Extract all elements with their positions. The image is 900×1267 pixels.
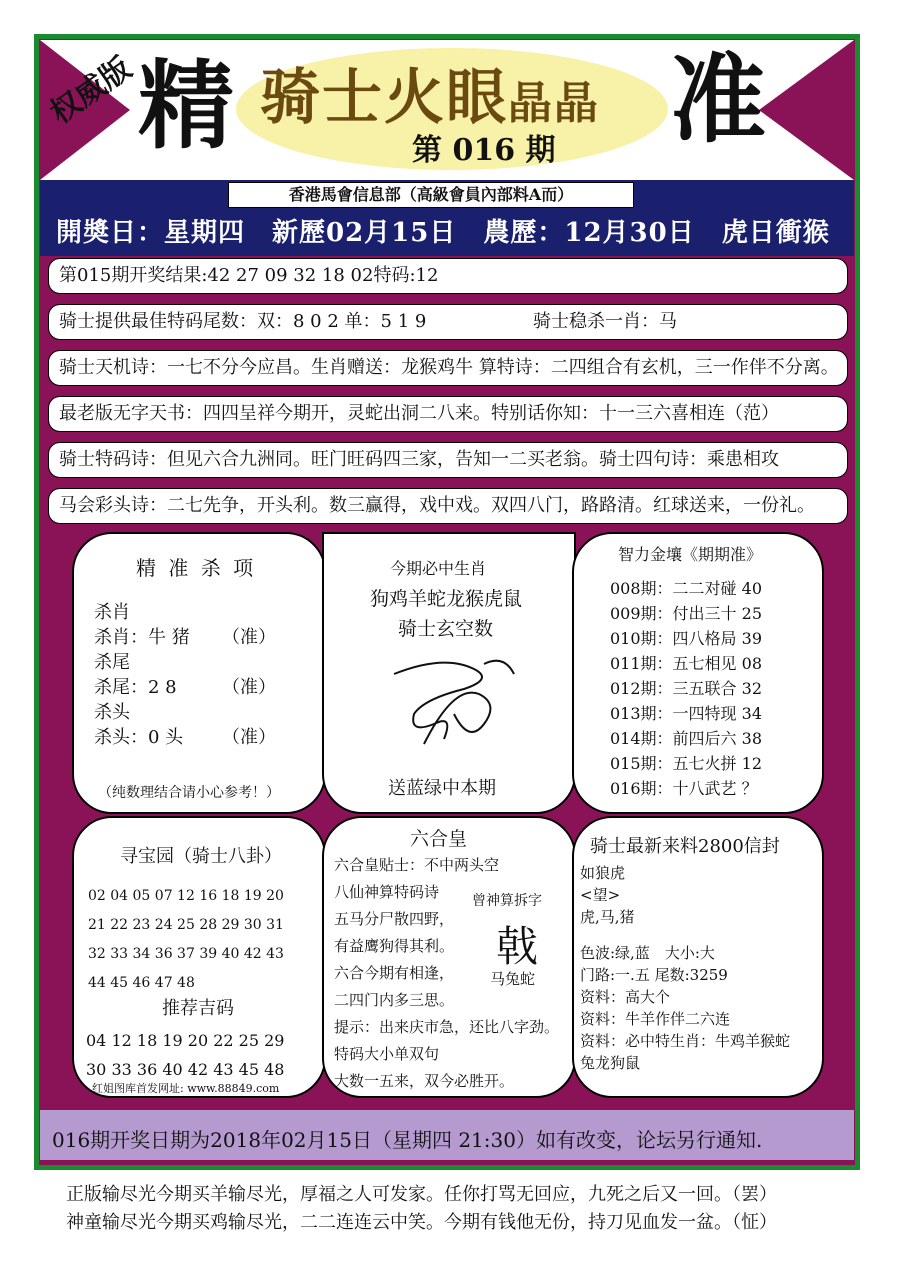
- info-row-tianshu: [48, 396, 848, 432]
- recommend-numbers: [86, 1026, 284, 1084]
- row-right-text: 骑士稳杀一肖：马: [533, 311, 677, 332]
- kill-box: [72, 532, 326, 814]
- kill-box-title: 精 准 杀 项: [136, 556, 257, 580]
- kill-label: 杀肖: [94, 602, 130, 623]
- title-right-char: 准: [670, 43, 766, 156]
- gold-text: 十八武艺 ？: [672, 779, 758, 798]
- lhh-line: 六合今期有相逢，: [334, 964, 455, 982]
- gold-text: 三五联合 32: [672, 679, 762, 698]
- latest-box: [572, 816, 824, 1098]
- gold-box: [572, 532, 824, 814]
- rec-row: 04 12 18 19 20 22 25 29: [86, 1031, 285, 1050]
- gold-issue: 009期：: [610, 604, 673, 623]
- number-row: 21 22 23 24 25 28 29 30 31: [88, 917, 284, 933]
- right-triangle-decor: [759, 40, 854, 180]
- notice-text: 016期开奖日期为2018年02月15日（星期四 21:30）如有改变，论坛另行通知.: [52, 1128, 763, 1152]
- lhh-box: [322, 816, 576, 1098]
- gold-issue: 015期：: [610, 754, 673, 773]
- gold-item: [610, 626, 762, 651]
- number-row: 02 04 05 07 12 16 18 19 20: [88, 888, 284, 904]
- draw-date-line: 開奬日：星期四 新歷02月15日 農歷：12月30日 虎日衝猴: [56, 218, 830, 248]
- latest-line: 色波:绿,蓝 大小:大: [580, 944, 715, 962]
- kill-line: [94, 700, 276, 725]
- lhh-line: 大数一五来，双今必胜开。: [334, 1072, 515, 1090]
- gold-item: [610, 776, 762, 801]
- zodiac-animals: 狗鸡羊蛇龙猴虎鼠: [370, 588, 523, 610]
- gold-item: [610, 576, 762, 601]
- gold-text: 五七相见 08: [672, 654, 762, 673]
- treasure-numbers: [88, 882, 284, 998]
- row-text: 最老版无字天书：四四呈祥今期开，灵蛇出洞二八来。特别话你知：十一三六喜相连（范）: [59, 403, 779, 424]
- kill-note: （纯数理结合请小心参考！）: [98, 785, 280, 801]
- kill-line: [94, 725, 276, 750]
- lhh-line: 五马分尸散四野，: [334, 910, 455, 928]
- gold-text: 前四后六 38: [672, 729, 762, 748]
- info-row-tail: [48, 304, 848, 340]
- gold-item: [610, 601, 762, 626]
- kill-label: 杀头：0 头: [94, 727, 184, 748]
- row-text: 骑士天机诗：一七不分今应昌。生肖赠送：龙猴鸡牛 算特诗：二四组合有玄机，三一作伴不分离。: [59, 357, 839, 378]
- latest-line: 资料：必中特生肖：牛鸡羊猴蛇: [580, 1032, 791, 1050]
- latest-line: 兔龙狗鼠: [580, 1054, 641, 1072]
- poster-header: [40, 40, 854, 180]
- latest-line: 资料：牛羊作伴二六连: [580, 1010, 731, 1028]
- kill-label: 杀头: [94, 702, 130, 723]
- number-row: 32 33 34 36 37 39 40 42 43: [88, 946, 284, 962]
- title-left-char: 精: [138, 49, 234, 162]
- gold-issue: 012期：: [610, 679, 673, 698]
- number-row: 44 45 46 47 48: [88, 975, 195, 991]
- rec-row: 30 33 36 40 42 43 45 48: [86, 1060, 285, 1079]
- gold-item: [610, 701, 762, 726]
- brand-tail: 晶晶: [508, 78, 600, 129]
- latest-line: [580, 928, 790, 942]
- chaizi-title: 曾神算拆字: [472, 893, 542, 909]
- latest-title: 骑士最新来料2800信封: [590, 836, 780, 857]
- gold-item: [610, 676, 762, 701]
- treasure-box: [72, 816, 326, 1098]
- gold-list: [610, 576, 762, 801]
- zodiac-title: 今期必中生肖: [390, 559, 487, 578]
- latest-line: 门路:一.五 尾数:3259: [580, 966, 728, 984]
- latest-lines: [580, 862, 790, 1074]
- latest-line: 虎,马,猪: [580, 908, 635, 926]
- gold-item: [610, 726, 762, 751]
- lhh-line: 二四门内多三思。: [334, 991, 455, 1009]
- gold-text: 四八格局 39: [672, 629, 762, 648]
- lhh-title: 六合皇: [410, 828, 468, 850]
- gold-item: [610, 751, 762, 776]
- bottom-line-1: 正版输尽光今期买羊输尽光，厚福之人可发家。任你打骂无回应，九死之后又一回。（罢）: [66, 1184, 777, 1205]
- info-row-lucky: [48, 488, 848, 524]
- gold-issue: 013期：: [610, 704, 673, 723]
- signature-scribble-icon: [384, 644, 524, 754]
- gold-text: 五七火拼 12: [672, 754, 762, 773]
- kill-line: [94, 650, 276, 675]
- gold-text: 一四特现 34: [672, 704, 762, 723]
- chaizi-animals: 马兔蛇: [490, 970, 536, 988]
- kill-label: 杀肖：牛 猪: [94, 627, 190, 648]
- recommend-title: 推荐吉码: [162, 998, 234, 1019]
- zodiac-footer: 送蓝绿中本期: [388, 778, 496, 799]
- bottom-line-2: 神童输尽光今期买鸡输尽光，二二连连云中笑。今期有钱他无份，持刀见血发一盆。（怔）: [66, 1212, 777, 1233]
- kill-mark: （准）: [222, 627, 276, 648]
- gold-text: 付出三十 25: [672, 604, 762, 623]
- brand-title: [260, 63, 600, 133]
- kill-mark: （准）: [222, 677, 276, 698]
- gold-text: 二二对碰 40: [672, 579, 762, 598]
- gold-issue: 016期：: [610, 779, 673, 798]
- latest-line: 如狼虎: [580, 864, 626, 882]
- info-row-results: [48, 258, 848, 294]
- kill-mark: （准）: [222, 727, 276, 748]
- kill-line: [94, 600, 276, 625]
- gold-title: 智力金壤《期期准》: [618, 545, 763, 564]
- row-text: 骑士提供最佳特码尾数：双：8 0 2 单：5 1 9: [59, 311, 427, 332]
- gold-issue: 014期：: [610, 729, 673, 748]
- row-text: 马会彩头诗：二七先争，开头利。数三赢得，戏中戏。双四八门，路路清。红球送来，一份礼。: [59, 495, 815, 516]
- authority-badge: 权威版: [44, 50, 138, 132]
- gold-issue: 008期：: [610, 579, 673, 598]
- issue-number: 第 016 期: [412, 133, 556, 168]
- kill-label: 杀尾: [94, 652, 130, 673]
- treasure-title: 寻宝园（骑士八卦）: [120, 846, 282, 867]
- lhh-line: 有益鹰狗得其利。: [334, 937, 455, 955]
- row-text: 第015期开奖结果:42 27 09 32 18 02特码:12: [59, 265, 439, 286]
- chaizi-char: 戟: [496, 922, 539, 971]
- gold-item: [610, 651, 762, 676]
- info-row-poem: [48, 350, 848, 386]
- lhh-line: 特码大小单双句: [334, 1045, 440, 1063]
- source-subtitle: 香港馬會信息部（高級會員內部料A而）: [228, 182, 634, 208]
- latest-line: <望>: [580, 886, 621, 904]
- lhh-line: 提示：出来庆市急，还比八字劲。: [334, 1018, 560, 1036]
- gold-issue: 010期：: [610, 629, 673, 648]
- lhh-line: 八仙神算特码诗: [334, 883, 440, 901]
- zodiac-box: [322, 532, 576, 814]
- latest-line: 资料：高大个: [580, 988, 671, 1006]
- brand-main: 骑士火眼: [260, 63, 508, 133]
- lhh-line: 六合皇贴士：不中两头空: [334, 856, 500, 874]
- kill-label: 杀尾：2 8: [94, 677, 177, 698]
- site-url: 红姐图库首发网址: www.88849.com: [92, 1082, 280, 1095]
- zodiac-subtitle: 骑士玄空数: [398, 618, 494, 640]
- kill-line: [94, 625, 276, 650]
- kill-line: [94, 675, 276, 700]
- kill-list: [94, 600, 276, 750]
- info-row-special: [48, 442, 848, 478]
- row-text: 骑士特码诗：但见六合九洲同。旺门旺码四三家，告知一二买老翁。骑士四句诗：乘患相攻: [59, 449, 779, 470]
- gold-issue: 011期：: [610, 654, 673, 673]
